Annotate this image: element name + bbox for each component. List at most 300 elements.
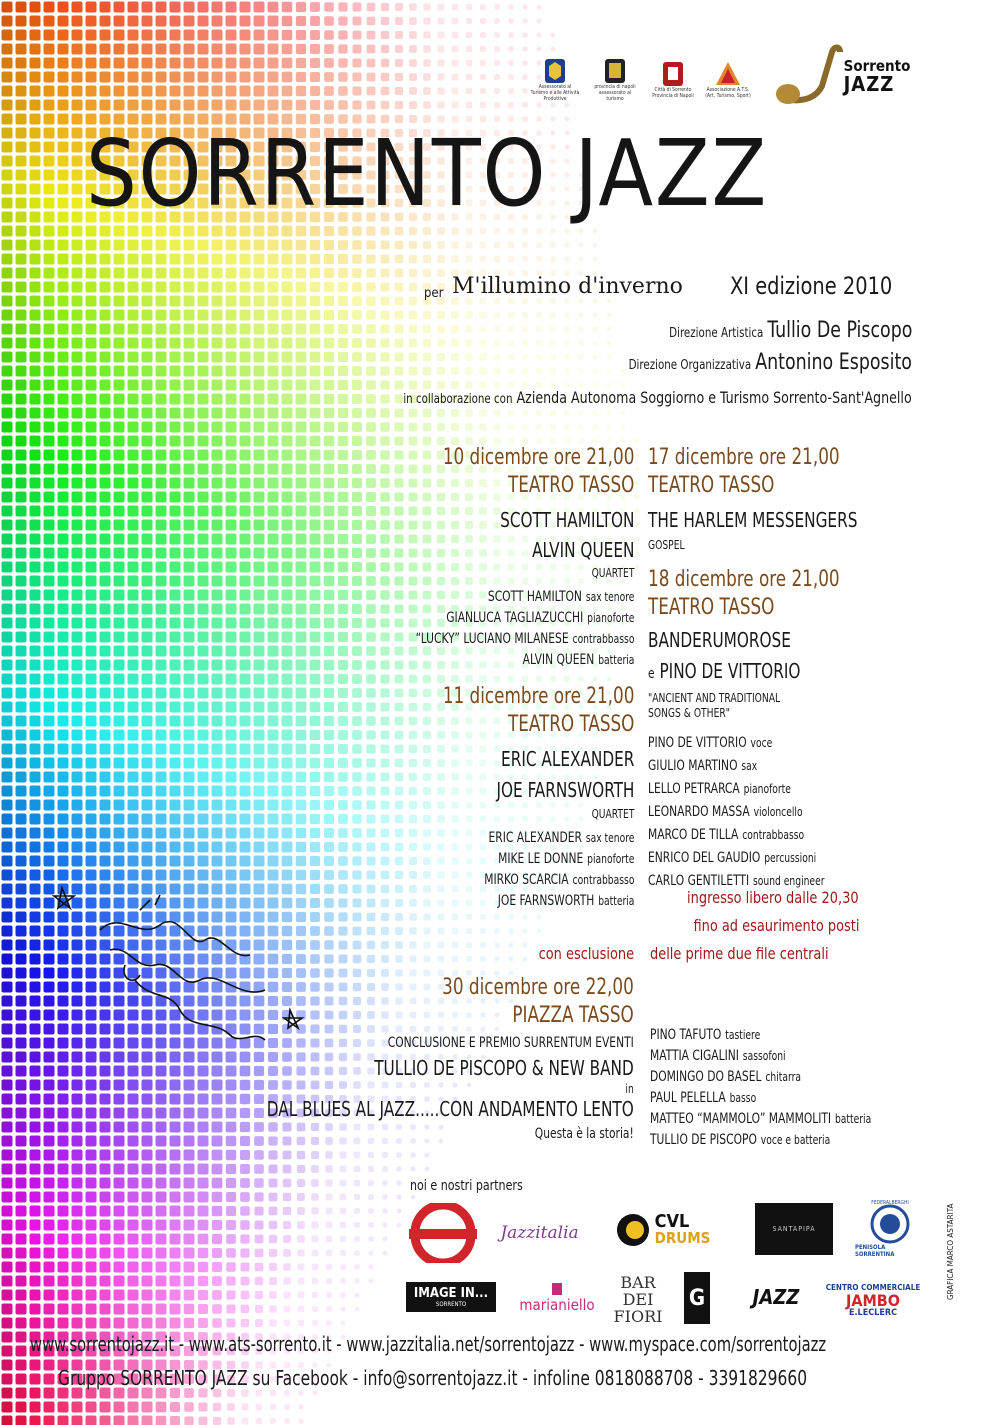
mosaic-tile [352,422,362,432]
mosaic-tile [170,786,181,797]
mosaic-tile [338,730,348,740]
mosaic-tile [184,506,195,517]
mosaic-tile [226,1234,236,1244]
mosaic-tile [156,478,167,489]
mosaic-tile [156,814,167,825]
mosaic-tile [380,688,389,697]
mosaic-tile [395,703,404,712]
mosaic-tile [86,492,97,503]
mosaic-tile [494,676,501,683]
mosaic-tile [30,310,41,321]
partner-name: PENISOLA SORRENTINA [855,1244,895,1258]
mosaic-tile [366,786,375,795]
mosaic-tile [86,464,97,475]
mosaic-tile [326,1208,333,1215]
direzione-artistica-name: Tullio De Piscopo [766,318,912,343]
mosaic-tile [100,464,111,475]
mosaic-tile [114,268,125,279]
mosaic-tile [156,450,167,461]
mosaic-tile [409,31,417,39]
mosaic-tile [72,450,83,461]
mosaic-tile [494,32,500,38]
mosaic-tile [184,590,195,601]
mosaic-tile [324,562,335,573]
mosaic-tile [268,674,279,685]
mosaic-tile [269,1179,278,1188]
footer-links: www.sorrentojazz.it - www.ats-sorrento.it - www.jazzitalia.net/sorrentojazz - www.myspace.com/sorrentojazz [30,1332,827,1356]
mosaic-tile [30,128,41,139]
mosaic-tile [142,408,153,419]
mosaic-tile [58,632,69,643]
lineup-item [650,1129,871,1150]
mosaic-tile [226,450,237,461]
mosaic-tile [324,800,334,810]
mosaic-tile [212,408,223,419]
mosaic-tile [142,1206,153,1217]
mosaic-tile [156,702,167,713]
mosaic-tile [564,368,570,374]
mosaic-tile [240,828,251,839]
mosaic-tile [114,58,125,69]
mosaic-tile [170,1164,181,1175]
mosaic-tile [198,786,209,797]
mosaic-tile [212,1220,222,1230]
mosaic-tile [268,86,279,97]
mosaic-tile [198,674,209,685]
mosaic-tile [156,296,167,307]
mosaic-tile [86,1234,97,1245]
mosaic-tile [128,730,139,741]
mosaic-tile [114,632,125,643]
mosaic-tile [366,240,375,249]
lineup-item [415,628,634,649]
mosaic-tile [170,590,181,601]
mosaic-tile [240,660,251,671]
mosaic-tile [142,100,153,111]
mosaic-tile [212,492,223,503]
mosaic-tile [2,604,13,615]
mosaic-tile [310,548,321,559]
mosaic-tile [212,562,223,573]
mosaic-tile [30,1360,41,1371]
mosaic-tile [100,1234,111,1245]
mosaic-tile [550,354,556,360]
mosaic-tile [170,436,181,447]
mosaic-tile [254,44,265,55]
mosaic-tile [395,31,403,39]
mosaic-tile [100,1108,111,1119]
mosaic-tile [86,1318,97,1329]
mosaic-tile [2,968,13,979]
mosaic-tile [170,296,181,307]
ingresso-line-2: fino ad esaurimento posti [693,916,859,935]
mosaic-tile [2,1332,13,1343]
mosaic-tile [338,380,348,390]
mosaic-tile [198,548,209,559]
mosaic-tile [536,228,542,234]
mosaic-tile [198,1192,209,1203]
mosaic-tile [240,310,251,321]
mosaic-tile [44,324,55,335]
mosaic-tile [635,565,639,569]
mosaic-tile [268,562,279,573]
mosaic-tile [44,184,55,195]
mosaic-tile [438,914,445,921]
mosaic-tile [170,534,181,545]
mosaic-tile [353,31,362,40]
mosaic-tile [100,548,111,559]
mosaic-tile [58,58,69,69]
lineup-item [650,1024,871,1045]
mosaic-tile [254,394,265,405]
mosaic-tile [282,226,293,237]
event-venue: PIAZZA TASSO [512,1003,634,1028]
mosaic-tile [338,814,348,824]
mosaic-tile [296,100,306,110]
mosaic-tile [283,1207,291,1215]
mosaic-tile [72,534,83,545]
mosaic-tile [338,268,348,278]
mosaic-tile [383,1251,388,1256]
mosaic-tile [100,478,111,489]
sponsor-caption: provincia di napoli assessorato al turismo [594,83,636,102]
mosaic-tile [310,30,320,40]
mosaic-tile [16,730,27,741]
mosaic-tile [240,674,251,685]
mosaic-tile [72,1066,83,1077]
mosaic-tile [30,828,41,839]
mosaic-tile [16,1248,27,1259]
mosaic-tile [297,1179,305,1187]
mosaic-tile [367,941,375,949]
mosaic-tile [58,184,69,195]
partner-logo-santapipa [755,1203,833,1255]
mosaic-tile [296,828,307,839]
mosaic-tile [100,1150,111,1161]
musician-role: voce [750,736,773,750]
mosaic-tile [226,1192,236,1202]
mosaic-tile [142,72,153,83]
mosaic-tile [114,226,125,237]
mosaic-tile [226,534,237,545]
mosaic-tile [437,255,445,263]
mosaic-tile [72,1206,83,1217]
mosaic-tile [255,1235,264,1244]
mosaic-tile [142,338,153,349]
mosaic-tile [114,1164,125,1175]
mosaic-tile [311,1165,319,1173]
mosaic-tile [44,1094,55,1105]
mosaic-tile [310,296,321,307]
mosaic-tile [170,1234,181,1245]
mosaic-tile [394,632,403,641]
mosaic-tile [30,1164,41,1175]
mosaic-tile [2,408,13,419]
mosaic-tile [156,786,167,797]
mosaic-tile [382,1208,387,1213]
mosaic-tile [326,1306,332,1312]
mosaic-tile [142,814,153,825]
partner-name: DEI [622,1289,654,1309]
mosaic-tile [297,1235,304,1242]
mosaic-tile [114,730,125,741]
mosaic-tile [58,464,69,475]
mosaic-tile [409,255,417,263]
mosaic-tile [156,352,167,363]
mosaic-tile [170,1178,181,1189]
mosaic-tile [86,1094,97,1105]
mosaic-tile [310,226,320,236]
mosaic-tile [128,1150,139,1161]
mosaic-tile [282,604,293,615]
mosaic-tile [254,842,265,853]
mosaic-tile [324,268,334,278]
mosaic-tile [240,282,251,293]
mosaic-tile [58,198,69,209]
mosaic-tile [494,256,501,263]
mosaic-tile [30,100,41,111]
mosaic-tile [128,1094,139,1105]
mosaic-tile [16,184,27,195]
mosaic-tile [310,534,321,545]
mosaic-tile [324,716,334,726]
mosaic-tile [184,492,195,503]
mosaic-tile [72,1108,83,1119]
mosaic-tile [409,283,417,291]
mosaic-tile [240,1122,250,1132]
mosaic-tile [310,604,321,615]
mosaic-tile [142,44,153,55]
mosaic-tile [226,786,237,797]
mosaic-tile [72,296,83,307]
mosaic-tile [142,1318,153,1329]
mosaic-tile [226,1094,237,1105]
mosaic-tile [44,352,55,363]
mosaic-tile [58,408,69,419]
mosaic-tile [537,5,542,10]
mosaic-tile [268,534,279,545]
mosaic-tile [338,940,347,949]
mosaic-tile [44,674,55,685]
mosaic-tile [437,409,445,417]
mosaic-tile [409,801,417,809]
mosaic-tile [100,632,111,643]
mosaic-tile [380,394,389,403]
lineup-item [415,649,634,670]
mosaic-tile [30,86,41,97]
mosaic-tile [254,352,265,363]
mosaic-tile [324,534,335,545]
mosaic-tile [352,226,362,236]
mosaic-tile [254,548,265,559]
mosaic-tile [44,1388,55,1399]
partner-name: CENTRO COMMERCIALE [825,1282,921,1292]
mosaic-tile [184,310,195,321]
mosaic-tile [86,674,97,685]
mosaic-tile [368,1194,374,1200]
mosaic-tile [423,927,430,934]
mosaic-tile [58,1262,69,1273]
mosaic-tile [536,312,542,318]
mosaic-tile [16,464,27,475]
mosaic-tile [44,1402,55,1413]
mosaic-tile [100,366,111,377]
mosaic-tile [282,548,293,559]
mosaic-tile [198,1122,209,1133]
mosaic-tile [198,1318,208,1328]
mosaic-tile [16,940,27,951]
mosaic-tile [466,18,472,24]
mosaic-tile [352,100,361,109]
mosaic-tile [142,1192,153,1203]
mosaic-tile [564,424,570,430]
mosaic-tile [30,1220,41,1231]
mosaic-tile [58,1276,69,1287]
mosaic-tile [198,72,209,83]
mosaic-tile [16,1346,27,1357]
mosaic-tile [352,660,362,670]
mosaic-tile [170,1108,181,1119]
mosaic-tile [367,913,376,922]
mosaic-tile [282,632,293,643]
mosaic-tile [212,226,223,237]
mosaic-tile [16,1290,27,1301]
mosaic-tile [352,240,362,250]
mosaic-tile [254,86,265,97]
mosaic-tile [30,394,41,405]
mosaic-tile [16,772,27,783]
mosaic-tile [338,72,347,81]
mosaic-tile [142,1094,153,1105]
mosaic-tile [226,1304,235,1313]
mosaic-tile [381,871,390,880]
mosaic-tile [58,772,69,783]
mosaic-tile [198,324,209,335]
mosaic-tile [352,506,362,516]
mosaic-tile [100,618,111,629]
mosaic-tile [2,534,13,545]
mosaic-tile [212,1304,222,1314]
mosaic-tile [354,1250,359,1255]
mosaic-tile [86,1220,97,1231]
mosaic-tile [184,324,195,335]
mosaic-tile [310,394,321,405]
mosaic-tile [282,520,293,531]
mosaic-tile [423,255,431,263]
mosaic-tile [523,957,528,962]
mosaic-tile [409,297,418,306]
mosaic-tile [170,478,181,489]
mosaic-tile [268,632,279,643]
mosaic-tile [340,1208,346,1214]
partner-logo-cvl-drums [600,1207,725,1253]
mosaic-tile [254,2,265,13]
mosaic-tile [240,1164,250,1174]
mosaic-tile [212,856,223,867]
mosaic-tile [394,464,403,473]
mosaic-tile [297,1263,304,1270]
mosaic-tile [2,1178,13,1189]
mosaic-tile [198,366,209,377]
mosaic-tile [409,759,417,767]
mosaic-tile [338,912,347,921]
mosaic-tile [2,1122,13,1133]
musician-role: voce e batteria [760,1133,831,1147]
mosaic-tile [366,380,376,390]
mosaic-tile [494,46,500,52]
mosaic-tile [310,492,321,503]
mosaic-tile [58,548,69,559]
mosaic-tile [170,338,181,349]
mosaic-tile [240,72,251,83]
mosaic-tile [296,296,307,307]
mosaic-tile [142,226,153,237]
lineup-item [650,1066,871,1087]
mosaic-tile [409,3,417,11]
mosaic-tile [367,31,376,40]
mosaic-tile [409,17,417,25]
mosaic-tile [354,1236,360,1242]
mosaic-tile [44,338,55,349]
mosaic-tile [254,744,265,755]
mosaic-tile [184,576,195,587]
mosaic-tile [142,1290,153,1301]
event-tag: QUARTET [591,566,634,580]
mosaic-tile [437,241,445,249]
mosaic-tile [30,380,41,391]
mosaic-tile [30,282,41,293]
mosaic-tile [86,16,97,27]
mosaic-tile [296,520,307,531]
mosaic-tile [395,885,403,893]
mosaic-tile [395,731,404,740]
mosaic-tile [212,464,223,475]
mosaic-tile [212,450,223,461]
mosaic-tile [593,341,598,346]
mosaic-tile [30,436,41,447]
mosaic-tile [30,1262,41,1273]
mosaic-tile [156,842,167,853]
mosaic-tile [114,506,125,517]
mosaic-tile [184,1192,195,1203]
event-headline: ERIC ALEXANDER [500,747,634,771]
mosaic-tile [2,674,13,685]
mosaic-tile [86,702,97,713]
mosaic-tile [282,828,293,839]
mosaic-tile [198,254,209,265]
mosaic-tile [465,353,473,361]
event-line-in: in [625,1082,634,1096]
musician-role: contrabbasso [742,828,805,842]
mosaic-tile [156,254,167,265]
mosaic-tile [380,562,389,571]
event-dec10 [415,444,634,670]
mosaic-tile [2,1108,13,1119]
mosaic-tile [508,228,514,234]
mosaic-tile [30,576,41,587]
mosaic-tile [522,88,527,93]
mosaic-tile [296,44,306,54]
mosaic-tile [198,310,209,321]
event-headline: ALVIN QUEEN [531,538,634,562]
mosaic-tile [156,1080,167,1091]
mosaic-tile [30,730,41,741]
mosaic-tile [240,30,251,41]
mosaic-tile [310,618,321,629]
event-headline: SCOTT HAMILTON [499,508,634,532]
sponsor-logo-provincia [590,52,640,107]
event-line: CONCLUSIONE E PREMIO SURRENTUM EVENTI [387,1035,634,1051]
